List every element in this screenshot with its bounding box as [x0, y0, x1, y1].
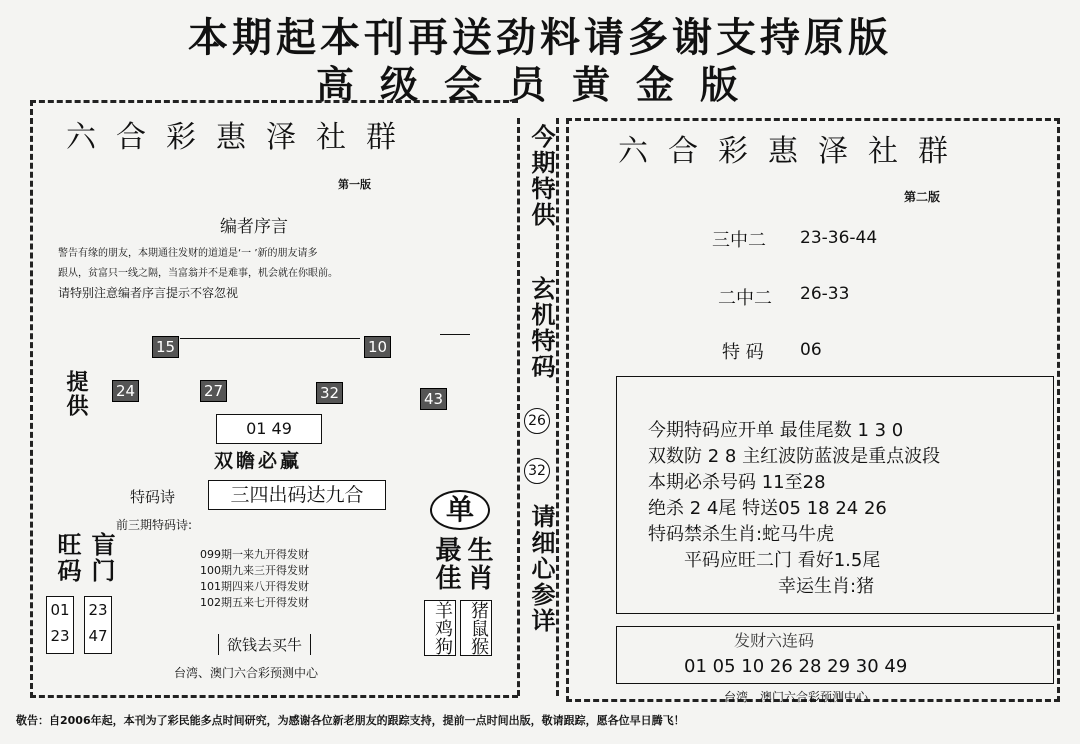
slogan: 双瞻必赢 — [214, 450, 303, 472]
wang-numbers-box — [46, 596, 74, 654]
right-center-text: 台湾、澳门六合彩预测中心 — [724, 690, 869, 704]
info-line: 幸运生肖:猪 — [778, 576, 875, 597]
left-center-text: 台湾、澳门六合彩预测中心 — [174, 666, 319, 680]
header-line-2: 高级会员黄金版 — [315, 63, 764, 107]
divider-line — [180, 338, 360, 339]
mang-men-label: 盲门 — [87, 532, 115, 584]
info-line: 绝杀 2 4尾 特送05 18 24 26 — [648, 498, 887, 519]
mang-number: 23 — [88, 601, 108, 619]
divider-line-short — [440, 334, 470, 335]
provide-number: 24 — [112, 380, 139, 402]
middle-text-3: 请细心参详 — [527, 504, 555, 634]
zodiac-box: 羊鸡狗 — [424, 600, 456, 656]
header-line-1: 本期起本刊再送劲料请多谢支持原版 — [188, 15, 892, 61]
row-numbers: 23-36-44 — [800, 228, 878, 248]
middle-text-1: 今期特供 — [527, 124, 555, 228]
row-label: 特 码 — [722, 342, 764, 363]
row-label: 三中二 — [712, 230, 766, 251]
zodiac-label: 生肖 — [463, 536, 493, 592]
poem-label: 特码诗 — [130, 488, 176, 506]
mang-number: 47 — [88, 627, 108, 645]
wang-ma-label: 旺码 — [53, 532, 81, 584]
mang-numbers-box — [84, 596, 112, 654]
six-numbers: 01 05 10 26 28 29 30 49 — [684, 656, 908, 677]
right-title: 六合彩惠泽社群 — [618, 134, 968, 169]
provide-number: 43 — [420, 388, 447, 410]
prev-line: 099期一来九开得发财 — [200, 548, 309, 561]
left-title: 六合彩惠泽社群 — [66, 120, 416, 155]
best-label: 最佳 — [431, 536, 461, 592]
top-number: 10 — [364, 336, 391, 358]
boxed-numbers: 01 49 — [216, 414, 322, 444]
provide-number: 32 — [316, 382, 343, 404]
info-line: 本期必杀号码 11至28 — [648, 472, 826, 493]
single-badge: 单 — [430, 490, 490, 530]
info-line: 今期特码应开单 最佳尾数 1 3 0 — [648, 420, 904, 441]
preface-line-1: 警告有缘的朋友，本期通往发财的道道是‘一 ’新的朋友请多 — [58, 248, 318, 259]
preface-title: 编者序言 — [220, 217, 288, 237]
row-label: 二中二 — [718, 288, 772, 309]
buy-text: 欲钱去买牛 — [218, 634, 311, 655]
prev-line: 101期四来八开得发财 — [200, 580, 309, 593]
row-numbers: 06 — [800, 340, 822, 360]
row-numbers: 26-33 — [800, 284, 850, 304]
prev-line: 102期五来七开得发财 — [200, 596, 309, 609]
top-number: 15 — [152, 336, 179, 358]
provide-number: 27 — [200, 380, 227, 402]
wang-number: 01 — [50, 601, 70, 619]
poem-box: 三四出码达九合 — [208, 480, 386, 510]
prev-line: 100期九来三开得发财 — [200, 564, 309, 577]
wang-number: 23 — [50, 627, 70, 645]
info-line: 平码应旺二门 看好1.5尾 — [684, 550, 881, 571]
middle-text-2: 玄机特码 — [527, 276, 555, 380]
middle-circle-number: 32 — [524, 458, 550, 484]
provide-label: 提供 — [63, 370, 88, 418]
info-line: 特码禁杀生肖:蛇马牛虎 — [648, 524, 835, 545]
right-edition: 第二版 — [904, 190, 941, 204]
zodiac-box: 猪鼠猴 — [460, 600, 492, 656]
info-line: 双数防 2 8 主红波防蓝波是重点波段 — [648, 446, 941, 467]
middle-circle-number: 26 — [524, 408, 550, 434]
preface-line-2: 跟从，贫富只一线之隔，当富翁并不是难事，机会就在你眼前。 — [58, 268, 338, 279]
six-title: 发财六连码 — [734, 631, 815, 650]
footer-notice: 敬告：自2006年起，本刊为了彩民能多点时间研究，为感谢各位新老朋友的跟踪支持，提前一点时间出版，敬请跟踪，愿各位早日腾飞！ — [16, 714, 685, 727]
prev-label: 前三期特码诗: — [116, 518, 193, 532]
left-edition: 第一版 — [338, 178, 371, 191]
preface-note: 请特别注意编者序言提示不容忽视 — [58, 286, 239, 300]
middle-divider-left — [517, 118, 520, 696]
